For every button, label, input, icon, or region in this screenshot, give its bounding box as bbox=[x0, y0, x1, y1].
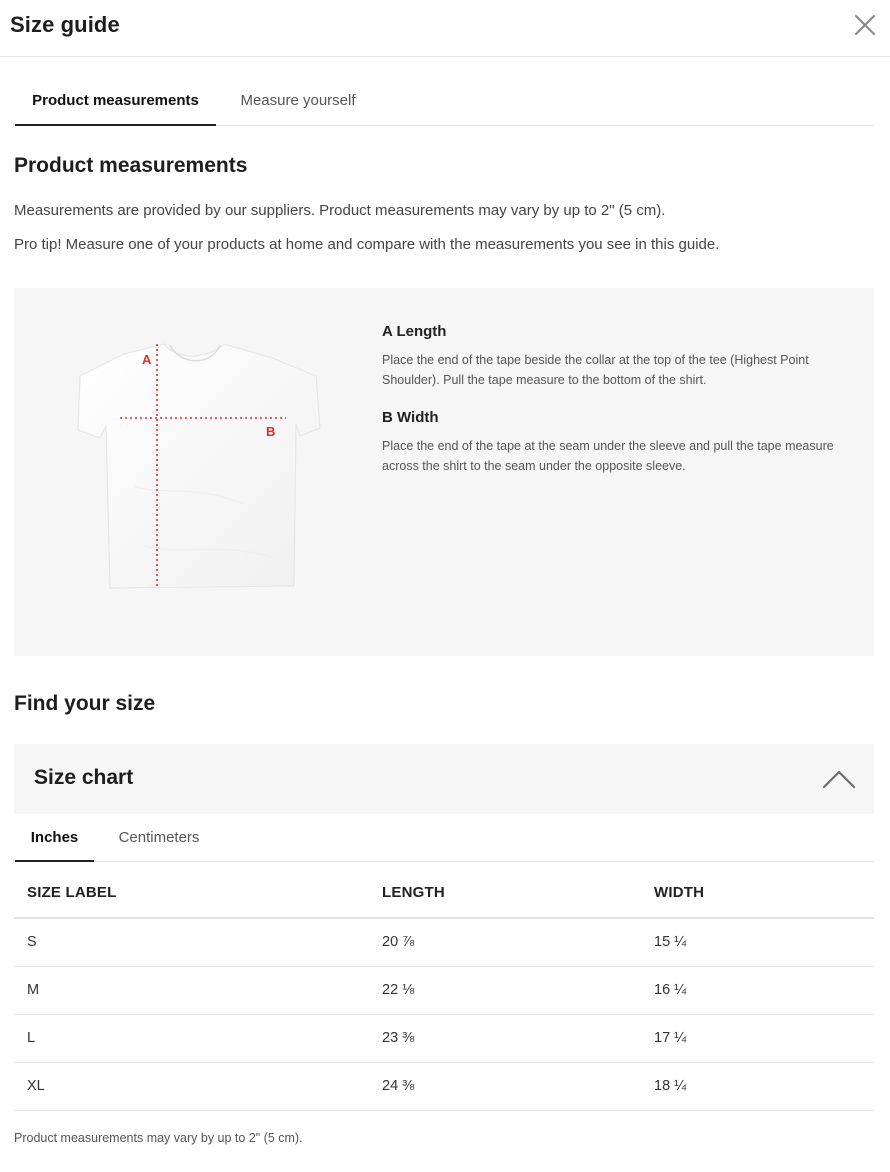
length-text: Place the end of the tape beside the collar at the top of the tee (Highest Point Shoulder). Pull the tape measure to the bottom of the shirt. bbox=[382, 353, 809, 387]
close-icon bbox=[852, 12, 878, 38]
tab-inches[interactable]: Inches bbox=[15, 814, 94, 862]
size-chart-title: Size chart bbox=[34, 766, 134, 789]
label-a: A bbox=[142, 352, 152, 367]
cell-length: 20 ⅞ bbox=[369, 918, 641, 966]
length-description bbox=[382, 323, 842, 390]
label-b: B bbox=[266, 424, 276, 439]
cell-width: 16 ¼ bbox=[641, 966, 874, 1014]
unit-tabs bbox=[15, 814, 874, 862]
cell-length: 24 ⅜ bbox=[369, 1062, 641, 1110]
table-row bbox=[14, 918, 874, 966]
width-text: Place the end of the tape at the seam under the sleeve and pull the tape measure across the shirt to the seam under the opposite sleeve. bbox=[382, 439, 834, 473]
footnote: Product measurements may vary by up to 2" (5 cm). bbox=[14, 1131, 303, 1145]
cell-size: XL bbox=[14, 1062, 369, 1110]
measurement-diagram bbox=[14, 288, 874, 656]
cell-width: 18 ¼ bbox=[641, 1062, 874, 1110]
length-title: A Length bbox=[382, 323, 447, 340]
guide-tabs bbox=[15, 76, 874, 126]
width-description bbox=[382, 409, 842, 476]
table-row bbox=[14, 1014, 874, 1062]
cell-length: 23 ⅜ bbox=[369, 1014, 641, 1062]
intro-text: Measurements are provided by our suppliers. Product measurements may vary by up to 2" (5 cm). bbox=[14, 202, 666, 219]
header-size-label: SIZE LABEL bbox=[14, 868, 369, 918]
cell-length: 22 ⅛ bbox=[369, 966, 641, 1014]
modal-title: Size guide bbox=[10, 12, 120, 37]
header-length: LENGTH bbox=[369, 868, 641, 918]
tshirt-diagram bbox=[74, 336, 334, 596]
cell-width: 17 ¼ bbox=[641, 1014, 874, 1062]
cell-size: M bbox=[14, 966, 369, 1014]
size-table bbox=[14, 868, 874, 1111]
find-size-title: Find your size bbox=[14, 692, 156, 715]
header-width: WIDTH bbox=[641, 868, 874, 918]
table-row bbox=[14, 1062, 874, 1110]
table-header-row bbox=[14, 868, 874, 918]
tab-measure-yourself[interactable]: Measure yourself bbox=[240, 92, 356, 109]
modal-header bbox=[0, 0, 890, 57]
section-title: Product measurements bbox=[14, 154, 248, 177]
chevron-up-icon bbox=[822, 768, 856, 790]
cell-size: S bbox=[14, 918, 369, 966]
tab-centimeters[interactable]: Centimeters bbox=[118, 829, 200, 846]
size-chart-accordion[interactable] bbox=[14, 744, 874, 814]
close-button[interactable] bbox=[852, 12, 878, 38]
cell-size: L bbox=[14, 1014, 369, 1062]
tab-product-measurements[interactable]: Product measurements bbox=[15, 76, 216, 126]
cell-width: 15 ¼ bbox=[641, 918, 874, 966]
table-row bbox=[14, 966, 874, 1014]
width-title: B Width bbox=[382, 409, 439, 426]
pro-tip-text: Pro tip! Measure one of your products at home and compare with the measurements you see in this guide. bbox=[14, 236, 720, 253]
